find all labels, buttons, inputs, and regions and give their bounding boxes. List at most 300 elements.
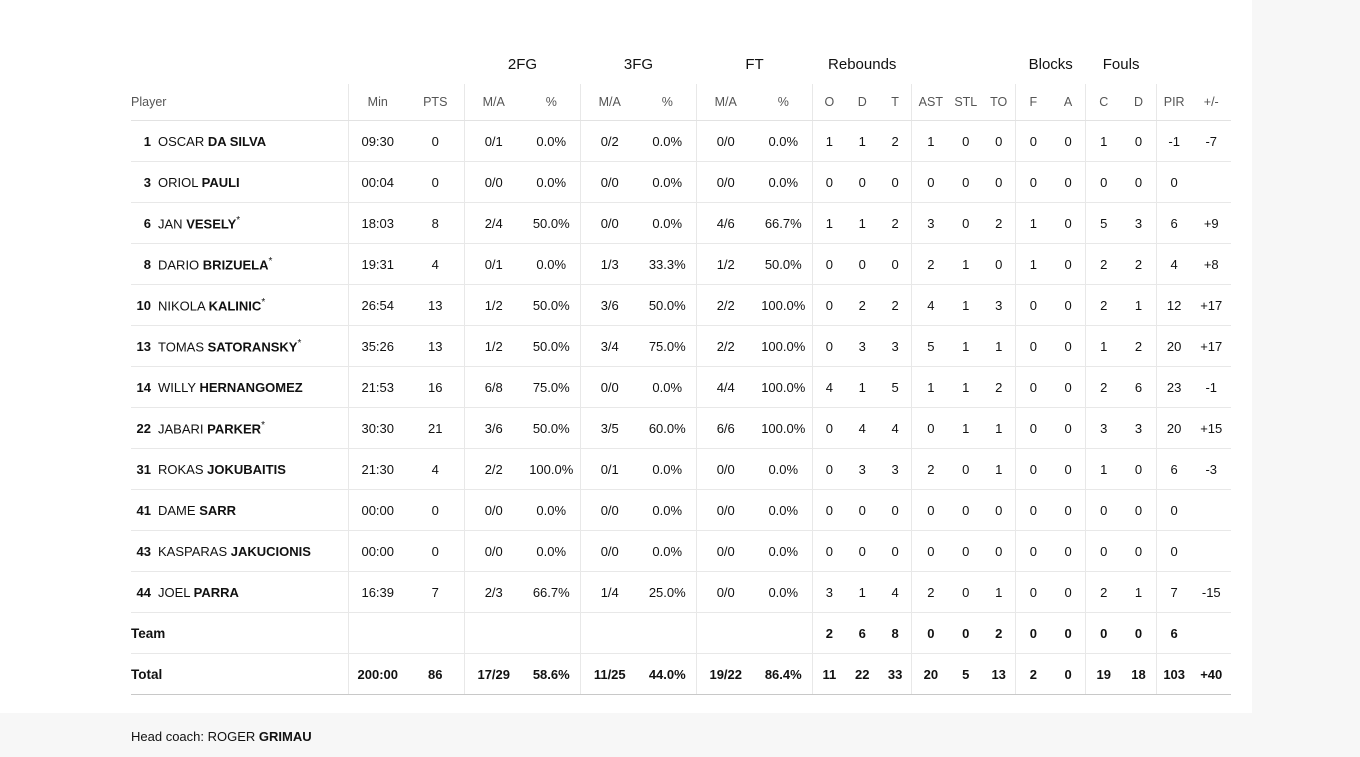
cell-reb-o: 0 xyxy=(813,162,846,203)
team-row-cell-pts xyxy=(407,613,465,654)
player-first-name: JABARI xyxy=(158,421,204,437)
player-number: 14 xyxy=(136,379,151,395)
cell-blk-f: 0 xyxy=(1016,490,1051,531)
cell-reb-t: 4 xyxy=(879,572,912,613)
team-row-cell-foul-d: 0 xyxy=(1121,613,1156,654)
total-row-label: Total xyxy=(131,666,163,682)
starter-marker-icon: * xyxy=(261,296,266,308)
cell-fg3-pct: 33.3% xyxy=(639,244,697,285)
player-last-name: JAKUCIONIS xyxy=(230,543,311,559)
cell-plusminus: +17 xyxy=(1192,326,1231,367)
cell-pir: 20 xyxy=(1156,326,1191,367)
player-cell[interactable] xyxy=(131,408,349,449)
cell-fg2-pct: 50.0% xyxy=(523,203,581,244)
cell-ft-ma: 0/0 xyxy=(697,531,755,572)
column-header-ast[interactable]: AST xyxy=(912,84,949,121)
cell-foul-d: 1 xyxy=(1121,572,1156,613)
cell-reb-d: 0 xyxy=(846,162,879,203)
cell-reb-o: 0 xyxy=(813,490,846,531)
cell-foul-d: 0 xyxy=(1121,531,1156,572)
cell-stl: 0 xyxy=(949,490,982,531)
player-cell[interactable] xyxy=(131,367,349,408)
cell-reb-o: 0 xyxy=(813,244,846,285)
cell-blk-a: 0 xyxy=(1051,244,1086,285)
cell-pts: 4 xyxy=(407,244,465,285)
total-row-cell-min: 200:00 xyxy=(349,654,407,695)
total-row-label-cell xyxy=(131,654,349,695)
cell-ast: 2 xyxy=(912,244,949,285)
cell-ast: 4 xyxy=(912,285,949,326)
total-row xyxy=(131,654,1231,695)
cell-foul-d: 0 xyxy=(1121,121,1156,162)
table-row[interactable] xyxy=(131,203,1231,244)
player-first-name: OSCAR xyxy=(158,133,205,149)
cell-blk-a: 0 xyxy=(1051,449,1086,490)
team-row-cell-blk-a: 0 xyxy=(1051,613,1086,654)
cell-reb-d: 3 xyxy=(846,326,879,367)
team-row-cell-stl: 0 xyxy=(949,613,982,654)
cell-reb-t: 2 xyxy=(879,203,912,244)
cell-reb-t: 4 xyxy=(879,408,912,449)
cell-fg2-ma: 2/2 xyxy=(465,449,523,490)
group-header-2fg: 2FG xyxy=(507,55,538,73)
player-number: 43 xyxy=(136,543,151,559)
cell-fg3-ma: 0/0 xyxy=(581,367,639,408)
cell-blk-a: 0 xyxy=(1051,121,1086,162)
cell-foul-d: 2 xyxy=(1121,326,1156,367)
team-row-cell-pir: 6 xyxy=(1156,613,1191,654)
column-header-foul-c[interactable]: C xyxy=(1086,84,1121,121)
player-cell[interactable] xyxy=(131,285,349,326)
cell-fg3-ma: 0/0 xyxy=(581,490,639,531)
cell-foul-d: 6 xyxy=(1121,367,1156,408)
group-header-empty xyxy=(131,44,349,84)
player-last-name: SARR xyxy=(199,502,237,518)
cell-blk-a: 0 xyxy=(1051,162,1086,203)
cell-ft-pct: 0.0% xyxy=(755,121,813,162)
cell-pir: 6 xyxy=(1156,449,1191,490)
player-last-name: BRIZUELA xyxy=(202,257,269,273)
cell-fg3-pct: 25.0% xyxy=(639,572,697,613)
cell-fg3-pct: 75.0% xyxy=(639,326,697,367)
cell-ft-ma: 4/6 xyxy=(697,203,755,244)
cell-fg3-ma: 1/4 xyxy=(581,572,639,613)
cell-fg3-ma: 0/1 xyxy=(581,449,639,490)
cell-blk-a: 0 xyxy=(1051,531,1086,572)
cell-to: 0 xyxy=(982,162,1015,203)
cell-pir: 23 xyxy=(1156,367,1191,408)
cell-to: 2 xyxy=(982,203,1015,244)
cell-ft-ma: 0/0 xyxy=(697,490,755,531)
cell-stl: 1 xyxy=(949,244,982,285)
team-row-cell-to: 2 xyxy=(982,613,1015,654)
table-row[interactable] xyxy=(131,121,1231,162)
cell-fg2-ma: 3/6 xyxy=(465,408,523,449)
cell-foul-d: 3 xyxy=(1121,203,1156,244)
cell-blk-f: 0 xyxy=(1016,162,1051,203)
team-row-label: Team xyxy=(131,625,166,641)
cell-ast: 3 xyxy=(912,203,949,244)
team-row-cell-reb-d: 6 xyxy=(846,613,879,654)
cell-fg2-pct: 66.7% xyxy=(523,572,581,613)
column-header-reb-t[interactable]: T xyxy=(879,84,912,121)
cell-to: 0 xyxy=(982,490,1015,531)
cell-pir: 20 xyxy=(1156,408,1191,449)
player-last-name: PARKER xyxy=(207,421,262,437)
player-first-name: JOEL xyxy=(158,584,191,600)
cell-blk-f: 1 xyxy=(1016,203,1051,244)
cell-pir: 4 xyxy=(1156,244,1191,285)
cell-stl: 1 xyxy=(949,408,982,449)
cell-ast: 0 xyxy=(912,490,949,531)
cell-ast: 2 xyxy=(912,572,949,613)
cell-ft-ma: 2/2 xyxy=(697,285,755,326)
cell-pts: 0 xyxy=(407,531,465,572)
cell-reb-t: 0 xyxy=(879,490,912,531)
cell-fg2-ma: 0/0 xyxy=(465,531,523,572)
cell-reb-t: 3 xyxy=(879,449,912,490)
cell-reb-o: 0 xyxy=(813,326,846,367)
cell-fg2-ma: 2/4 xyxy=(465,203,523,244)
table-row[interactable] xyxy=(131,367,1231,408)
cell-ast: 1 xyxy=(912,367,949,408)
cell-fg3-ma: 3/4 xyxy=(581,326,639,367)
total-row-cell-reb-d: 22 xyxy=(846,654,879,695)
player-last-name: VESELY xyxy=(186,216,237,232)
cell-blk-a: 0 xyxy=(1051,572,1086,613)
cell-reb-d: 1 xyxy=(846,121,879,162)
cell-fg3-pct: 50.0% xyxy=(639,285,697,326)
group-header-rebounds: Rebounds xyxy=(828,55,897,73)
cell-pir: 0 xyxy=(1156,531,1191,572)
player-first-name: NIKOLA xyxy=(158,298,205,314)
total-row-cell-fg3-ma: 11/25 xyxy=(581,654,639,695)
team-row-cell-min xyxy=(349,613,407,654)
player-cell[interactable] xyxy=(131,203,349,244)
player-number: 41 xyxy=(136,502,151,518)
player-cell[interactable] xyxy=(131,244,349,285)
cell-reb-d: 2 xyxy=(846,285,879,326)
player-last-name: PARRA xyxy=(193,584,239,600)
cell-reb-d: 1 xyxy=(846,367,879,408)
total-row-cell-ft-pct: 86.4% xyxy=(755,654,813,695)
player-cell[interactable] xyxy=(131,449,349,490)
cell-stl: 0 xyxy=(949,203,982,244)
total-row-cell-fg2-ma: 17/29 xyxy=(465,654,523,695)
cell-fg2-pct: 50.0% xyxy=(523,285,581,326)
player-last-name: PAULI xyxy=(201,174,240,190)
cell-plusminus xyxy=(1192,490,1231,531)
cell-to: 1 xyxy=(982,572,1015,613)
cell-fg2-pct: 50.0% xyxy=(523,326,581,367)
column-header-player[interactable]: Player xyxy=(131,84,349,121)
column-header-pir[interactable]: PIR xyxy=(1156,84,1191,121)
cell-stl: 0 xyxy=(949,121,982,162)
player-number: 8 xyxy=(143,257,151,273)
cell-fg3-pct: 0.0% xyxy=(639,203,697,244)
cell-ft-ma: 2/2 xyxy=(697,326,755,367)
cell-stl: 0 xyxy=(949,449,982,490)
cell-foul-c: 1 xyxy=(1086,121,1121,162)
column-header-3fg-pct[interactable]: % xyxy=(639,84,697,121)
group-header-empty-pm xyxy=(1192,44,1231,84)
total-row-cell-reb-o: 11 xyxy=(813,654,846,695)
group-header-empty-pts xyxy=(407,44,465,84)
starter-marker-icon: * xyxy=(236,214,241,226)
table-row[interactable] xyxy=(131,408,1231,449)
player-cell[interactable] xyxy=(131,490,349,531)
group-header-3fg: 3FG xyxy=(623,55,654,73)
cell-stl: 1 xyxy=(949,367,982,408)
column-header-2fg-ma[interactable]: M/A xyxy=(465,84,523,121)
cell-stl: 0 xyxy=(949,531,982,572)
cell-pts: 0 xyxy=(407,121,465,162)
cell-ft-pct: 100.0% xyxy=(755,326,813,367)
cell-min: 19:31 xyxy=(349,244,407,285)
player-last-name: KALINIC xyxy=(208,298,262,314)
player-last-name: DA SILVA xyxy=(207,133,267,149)
player-number: 22 xyxy=(136,421,151,437)
cell-ast: 0 xyxy=(912,162,949,203)
player-number: 3 xyxy=(143,174,151,190)
player-first-name: ROKAS xyxy=(158,461,204,477)
cell-fg3-pct: 0.0% xyxy=(639,490,697,531)
cell-plusminus: +17 xyxy=(1192,285,1231,326)
cell-foul-c: 0 xyxy=(1086,531,1121,572)
table-row[interactable] xyxy=(131,162,1231,203)
cell-pts: 16 xyxy=(407,367,465,408)
team-row-cell-plusminus xyxy=(1192,613,1231,654)
total-row-cell-ft-ma: 19/22 xyxy=(697,654,755,695)
player-cell[interactable] xyxy=(131,572,349,613)
cell-reb-o: 0 xyxy=(813,285,846,326)
head-coach-last-name: GRIMAU xyxy=(258,729,312,744)
total-row-cell-stl: 5 xyxy=(949,654,982,695)
player-first-name: WILLY xyxy=(158,379,196,395)
cell-reb-t: 5 xyxy=(879,367,912,408)
cell-fg3-ma: 3/5 xyxy=(581,408,639,449)
team-row-cell-ft-ma xyxy=(697,613,755,654)
cell-fg3-ma: 0/0 xyxy=(581,203,639,244)
cell-foul-c: 3 xyxy=(1086,408,1121,449)
cell-reb-t: 2 xyxy=(879,285,912,326)
cell-ft-pct: 0.0% xyxy=(755,162,813,203)
cell-reb-t: 0 xyxy=(879,531,912,572)
total-row-cell-reb-t: 33 xyxy=(879,654,912,695)
cell-fg2-pct: 100.0% xyxy=(523,449,581,490)
player-cell[interactable] xyxy=(131,121,349,162)
cell-pts: 21 xyxy=(407,408,465,449)
cell-pts: 7 xyxy=(407,572,465,613)
cell-pir: 7 xyxy=(1156,572,1191,613)
cell-ast: 5 xyxy=(912,326,949,367)
cell-blk-a: 0 xyxy=(1051,367,1086,408)
cell-foul-d: 1 xyxy=(1121,285,1156,326)
cell-min: 21:30 xyxy=(349,449,407,490)
column-header-ft-ma[interactable]: M/A xyxy=(697,84,755,121)
cell-foul-d: 0 xyxy=(1121,449,1156,490)
cell-fg3-ma: 0/0 xyxy=(581,531,639,572)
table-row[interactable] xyxy=(131,449,1231,490)
group-header-empty-min xyxy=(349,44,407,84)
column-header-3fg-ma[interactable]: M/A xyxy=(581,84,639,121)
column-header-row xyxy=(131,84,1231,121)
player-first-name: TOMAS xyxy=(158,339,204,355)
cell-min: 00:00 xyxy=(349,490,407,531)
cell-fg3-pct: 0.0% xyxy=(639,531,697,572)
cell-reb-d: 0 xyxy=(846,531,879,572)
cell-reb-o: 0 xyxy=(813,531,846,572)
cell-blk-f: 0 xyxy=(1016,408,1051,449)
player-cell[interactable] xyxy=(131,326,349,367)
cell-ft-ma: 6/6 xyxy=(697,408,755,449)
team-row-cell-foul-c: 0 xyxy=(1086,613,1121,654)
team-row-cell-fg3-pct xyxy=(639,613,697,654)
cell-reb-o: 1 xyxy=(813,203,846,244)
cell-reb-d: 4 xyxy=(846,408,879,449)
cell-ft-pct: 100.0% xyxy=(755,367,813,408)
table-row[interactable] xyxy=(131,285,1231,326)
cell-blk-f: 0 xyxy=(1016,531,1051,572)
team-row-label-cell xyxy=(131,613,349,654)
group-header-row xyxy=(131,44,1231,84)
total-row-cell-blk-a: 0 xyxy=(1051,654,1086,695)
cell-foul-c: 0 xyxy=(1086,162,1121,203)
player-last-name: JOKUBAITIS xyxy=(207,461,286,477)
table-row[interactable] xyxy=(131,326,1231,367)
group-header-fouls: Fouls xyxy=(1102,55,1140,73)
cell-reb-t: 2 xyxy=(879,121,912,162)
player-cell[interactable] xyxy=(131,162,349,203)
cell-foul-c: 1 xyxy=(1086,449,1121,490)
team-row-cell-fg2-ma xyxy=(465,613,523,654)
column-header-reb-o[interactable]: O xyxy=(813,84,846,121)
column-header-blk-a[interactable]: A xyxy=(1051,84,1086,121)
cell-fg2-ma: 0/0 xyxy=(465,162,523,203)
player-last-name: SATORANSKY xyxy=(207,339,298,355)
column-header-foul-d[interactable]: D xyxy=(1121,84,1156,121)
column-header-ft-pct[interactable]: % xyxy=(755,84,813,121)
cell-pts: 8 xyxy=(407,203,465,244)
table-row[interactable] xyxy=(131,572,1231,613)
team-row-cell-fg3-ma xyxy=(581,613,639,654)
cell-fg3-pct: 0.0% xyxy=(639,121,697,162)
cell-fg2-ma: 6/8 xyxy=(465,367,523,408)
cell-min: 16:39 xyxy=(349,572,407,613)
cell-reb-d: 0 xyxy=(846,490,879,531)
table-row[interactable] xyxy=(131,244,1231,285)
column-header-to[interactable]: TO xyxy=(982,84,1015,121)
cell-ft-pct: 0.0% xyxy=(755,490,813,531)
cell-blk-a: 0 xyxy=(1051,408,1086,449)
group-header-blocks: Blocks xyxy=(1028,55,1073,73)
boxscore-table-container xyxy=(131,44,1231,695)
player-number: 44 xyxy=(136,584,151,600)
cell-foul-d: 2 xyxy=(1121,244,1156,285)
cell-fg3-ma: 3/6 xyxy=(581,285,639,326)
cell-min: 18:03 xyxy=(349,203,407,244)
starter-marker-icon: * xyxy=(268,255,273,267)
cell-pir: 0 xyxy=(1156,162,1191,203)
player-first-name: KASPARAS xyxy=(158,543,228,559)
player-number: 31 xyxy=(136,461,151,477)
starter-marker-icon: * xyxy=(297,337,302,349)
column-header-plusminus[interactable]: +/- xyxy=(1192,84,1231,121)
total-row-cell-blk-f: 2 xyxy=(1016,654,1051,695)
cell-pts: 0 xyxy=(407,162,465,203)
cell-reb-o: 3 xyxy=(813,572,846,613)
column-header-stl[interactable]: STL xyxy=(949,84,982,121)
total-row-cell-fg2-pct: 58.6% xyxy=(523,654,581,695)
starter-marker-icon: * xyxy=(261,419,265,431)
cell-reb-o: 4 xyxy=(813,367,846,408)
column-header-pts[interactable]: PTS xyxy=(407,84,465,121)
player-cell[interactable] xyxy=(131,531,349,572)
cell-pts: 4 xyxy=(407,449,465,490)
table-row[interactable] xyxy=(131,531,1231,572)
player-first-name: JAN xyxy=(158,216,183,232)
cell-plusminus: +8 xyxy=(1192,244,1231,285)
cell-reb-d: 3 xyxy=(846,449,879,490)
cell-blk-f: 0 xyxy=(1016,121,1051,162)
cell-pir: -1 xyxy=(1156,121,1191,162)
cell-stl: 0 xyxy=(949,572,982,613)
cell-ast: 0 xyxy=(912,408,949,449)
table-head xyxy=(131,44,1231,121)
cell-reb-d: 0 xyxy=(846,244,879,285)
cell-ft-pct: 0.0% xyxy=(755,572,813,613)
cell-fg3-pct: 0.0% xyxy=(639,449,697,490)
cell-foul-c: 0 xyxy=(1086,490,1121,531)
cell-plusminus: -7 xyxy=(1192,121,1231,162)
cell-pts: 13 xyxy=(407,326,465,367)
cell-foul-d: 0 xyxy=(1121,162,1156,203)
cell-pir: 6 xyxy=(1156,203,1191,244)
column-header-reb-d[interactable]: D xyxy=(846,84,879,121)
group-header-empty-to xyxy=(982,44,1015,84)
cell-ft-ma: 0/0 xyxy=(697,162,755,203)
cell-blk-a: 0 xyxy=(1051,203,1086,244)
cell-to: 2 xyxy=(982,367,1015,408)
cell-reb-d: 1 xyxy=(846,203,879,244)
cell-pir: 0 xyxy=(1156,490,1191,531)
column-header-blk-f[interactable]: F xyxy=(1016,84,1051,121)
head-coach-label: Head coach: xyxy=(131,729,204,744)
cell-ft-pct: 100.0% xyxy=(755,408,813,449)
cell-foul-c: 1 xyxy=(1086,326,1121,367)
cell-fg3-pct: 0.0% xyxy=(639,162,697,203)
total-row-cell-pir: 103 xyxy=(1156,654,1191,695)
cell-to: 1 xyxy=(982,408,1015,449)
cell-min: 35:26 xyxy=(349,326,407,367)
cell-fg2-pct: 0.0% xyxy=(523,531,581,572)
cell-min: 00:00 xyxy=(349,531,407,572)
player-first-name: DAME xyxy=(158,502,196,518)
column-header-min[interactable]: Min xyxy=(349,84,407,121)
column-header-2fg-pct[interactable]: % xyxy=(523,84,581,121)
cell-plusminus: +15 xyxy=(1192,408,1231,449)
cell-ft-pct: 0.0% xyxy=(755,449,813,490)
table-row[interactable] xyxy=(131,490,1231,531)
cell-fg3-ma: 1/3 xyxy=(581,244,639,285)
cell-blk-f: 0 xyxy=(1016,285,1051,326)
cell-to: 1 xyxy=(982,326,1015,367)
cell-fg3-ma: 0/0 xyxy=(581,162,639,203)
total-row-cell-to: 13 xyxy=(982,654,1015,695)
cell-fg2-pct: 0.0% xyxy=(523,162,581,203)
cell-pts: 0 xyxy=(407,490,465,531)
cell-blk-a: 0 xyxy=(1051,490,1086,531)
